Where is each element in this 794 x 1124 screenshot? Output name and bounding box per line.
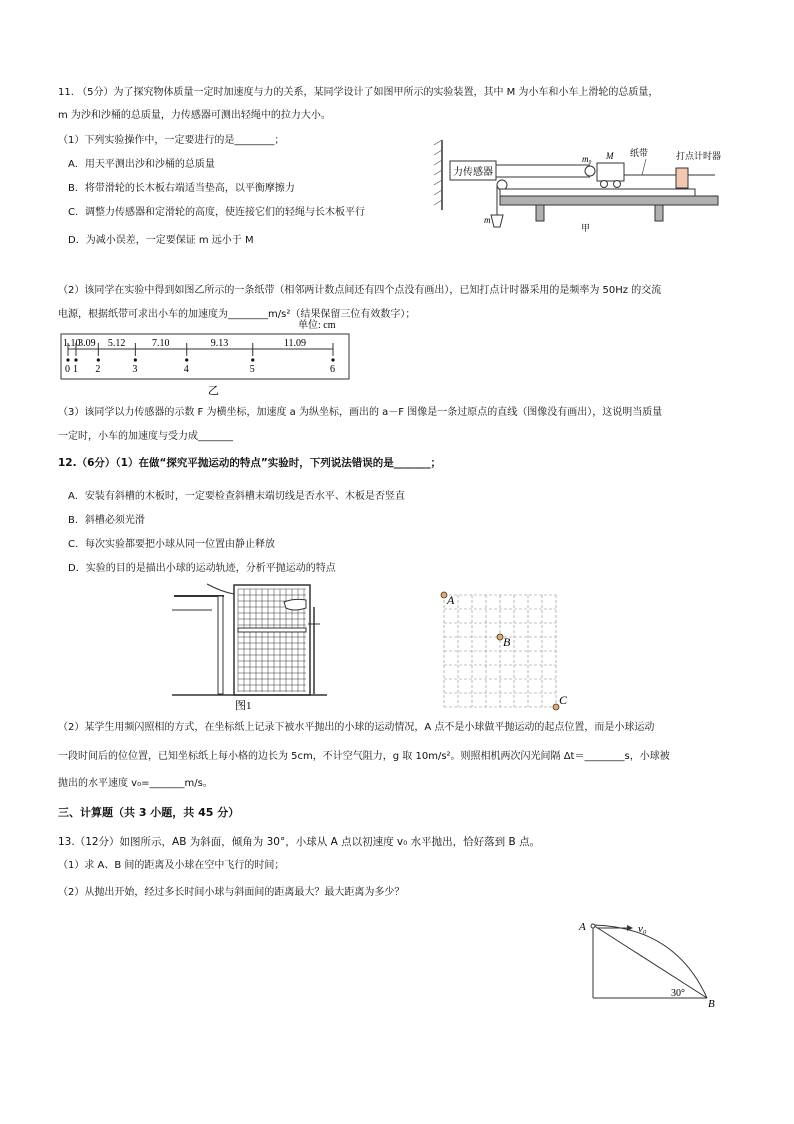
q12-option-c: C．每次实验都要把小球从同一位置由静止释放 [68, 539, 275, 550]
q11-part3-line2: 一定时，小车的加速度与受力成_______ [58, 431, 233, 442]
q13-part2: （2）从抛出开始，经过多长时间小球与斜面间的距离最大？最大距离为多少？ [58, 887, 405, 898]
svg-text:m: m [484, 215, 491, 225]
q11-stem-line1: 11. （5分）为了探究物体质量一定时加速度与力的关系，某同学设计了如图甲所示的实验装置，其中 M 为小车和小车上滑轮的总质量， [58, 87, 659, 98]
tape-segment-label: 5.12 [107, 338, 126, 349]
svg-text:纸带: 纸带 [630, 148, 649, 158]
sensor-label: 力传感器 [453, 167, 493, 178]
q12-option-a: A．安装有斜槽的木板时，一定要检查斜槽末端切线是否水平、木板是否竖直 [68, 491, 405, 502]
caption-yi: 乙 [208, 385, 219, 397]
tape-segment-label: 3.09 [78, 338, 96, 349]
tape-segment-label: 7.10 [152, 338, 170, 349]
figure-jia-apparatus [430, 135, 725, 235]
svg-text:v₀: v₀ [638, 923, 647, 935]
q11-part2-line1: （2）该同学在实验中得到如图乙所示的一条纸带（相邻两计数点间还有四个点没有画出），已知打点计时器采用的是频率为 50Hz 的交流 [58, 285, 662, 296]
tape-point-label: 3 [132, 364, 138, 375]
q11-part2-line2: 电源，根据纸带可求出小车的加速度为________m/s²（结果保留三位有效数字）； [58, 309, 416, 320]
caption-fig1: 图1 [235, 700, 252, 712]
tape-point-label: 6 [330, 364, 335, 375]
tape-segment-label: 9.13 [210, 338, 229, 349]
q12-stem: 12.（6分）（1）在做“探究平抛运动的特点”实验时，下列说法错误的是_______； [58, 457, 442, 469]
q11-option-d: D．为减小误差，一定要保证 m 远小于 M [68, 235, 254, 246]
svg-text:A: A [579, 921, 586, 933]
tape-point-label: 0 [65, 364, 70, 375]
tape-dot [134, 358, 137, 361]
q11-part3-line1: （3）该同学以力传感器的示数 F 为横坐标，加速度 a 为纵坐标，画出的 a－F 图像是一条过原点的直线（图像没有画出），这说明当质量 [58, 407, 663, 418]
tape-point-label: 4 [183, 364, 189, 375]
q13-stem: 13.（12分）如图所示，AB 为斜面，倾角为 30°，小球从 A 点以初速度 v₀ 水平抛出，恰好落到 B 点。 [58, 836, 541, 848]
q12-part2-line2: 一段时间后的位位置，已知坐标纸上每小格的边长为 5cm，不计空气阻力，g 取 10m/s²。则照相机两次闪光间隔 Δt＝________s，小球被 [58, 751, 670, 762]
figure-yi-tape [58, 316, 358, 398]
svg-text:m₀: m₀ [582, 154, 592, 164]
svg-text:30°: 30° [671, 988, 685, 999]
point-label: A [447, 593, 455, 607]
point-label: B [503, 635, 511, 649]
tape-segment-label: 1.10 [62, 338, 81, 349]
tape-dot [251, 358, 254, 361]
tape-dot [185, 358, 188, 361]
figure-incline [575, 915, 720, 1010]
q12-part2-line3: 抛出的水平速度 v₀=_______m/s。 [58, 778, 213, 789]
figure-trajectory-grid [436, 588, 571, 713]
point-label: C [559, 693, 568, 707]
tape-dot [97, 358, 100, 361]
figure-1-apparatus [172, 582, 327, 712]
tape-point-label: 1 [72, 364, 78, 375]
tape-dot [66, 358, 69, 361]
caption-jia: 甲 [581, 223, 591, 233]
tape-dot [74, 358, 77, 361]
q12-option-b: B．斜槽必须光滑 [68, 515, 145, 526]
svg-text:M: M [606, 151, 614, 161]
q11-part1: （1）下列实验操作中，一定要进行的是________； [58, 135, 285, 146]
tape-point-label: 2 [95, 364, 101, 375]
q13-part1: （1）求 A、B 间的距离及小球在空中飞行的时间； [58, 860, 285, 871]
q12-option-d: D．实验的目的是描出小球的运动轨迹，分析平抛运动的特点 [68, 563, 336, 574]
tape-dot [331, 358, 334, 361]
unit-label: 单位: cm [298, 320, 336, 331]
q11-option-b: B．将带滑轮的长木板右端适当垫高，以平衡摩擦力 [68, 183, 295, 194]
tape-segment-label: 11.09 [283, 338, 307, 349]
q11-stem-line2: m 为沙和沙桶的总质量，力传感器可测出轻绳中的拉力大小。 [58, 110, 331, 121]
q11-option-a: A．用天平测出沙和沙桶的总质量 [68, 159, 215, 170]
section-3-heading: 三、计算题（共 3 小题，共 45 分） [58, 806, 240, 819]
svg-text:B: B [708, 998, 715, 1010]
q11-option-c: C．调整力传感器和定滑轮的高度，使连接它们的轻绳与长木板平行 [68, 207, 365, 218]
q12-part2-line1: （2）某学生用频闪照相的方式，在坐标纸上记录下被水平抛出的小球的运动情况，A 点不是小球做平抛运动的起点位置，而是小球运动 [58, 722, 655, 733]
tape-point-label: 5 [249, 364, 255, 375]
svg-text:打点计时器: 打点计时器 [676, 151, 722, 161]
